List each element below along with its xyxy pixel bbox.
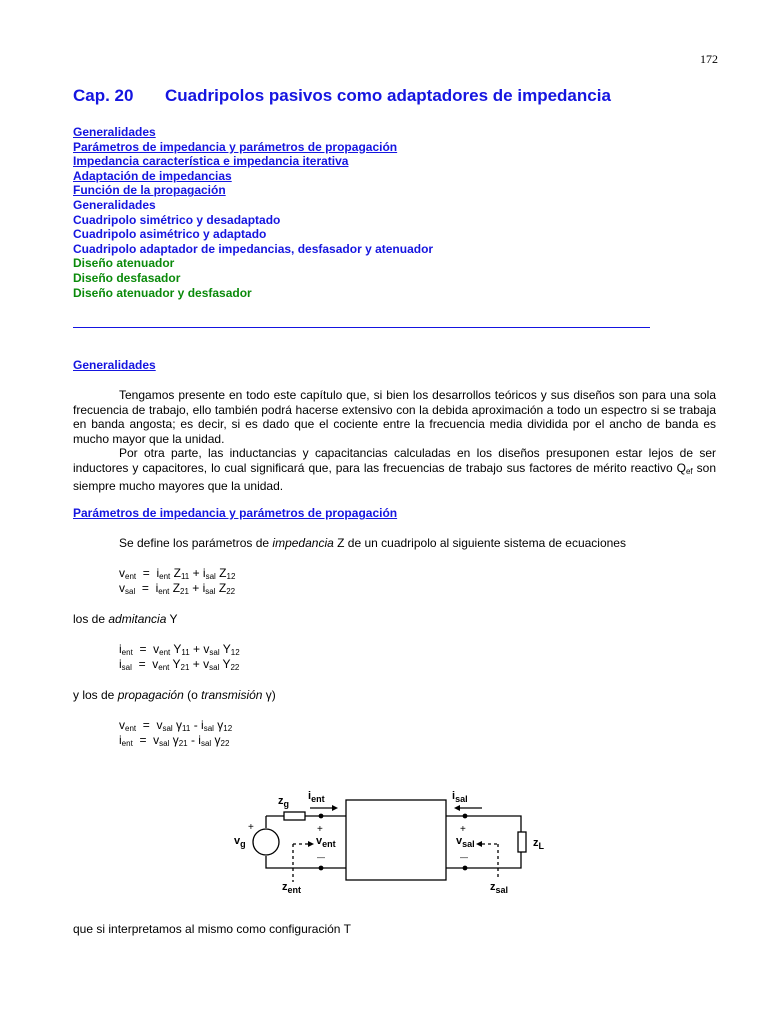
- label-vg: $v_g$: [234, 835, 246, 849]
- generalidades-heading[interactable]: Generalidades: [73, 358, 156, 372]
- toc-item-generalidades: Generalidades: [73, 197, 156, 212]
- admitance-intro: los de admitancia Y: [73, 612, 178, 626]
- equation-y2: $i_{sal} = v_{ent}$ $Y_{21} + v_{sal}$ $Y_{22}$: [119, 657, 240, 672]
- label-zent: $z_{ent}$: [282, 881, 301, 895]
- chapter-number: Cap. 20: [73, 86, 134, 105]
- toc-link-impedancia-caracteristica[interactable]: Impedancia característica e impedancia iterativa: [73, 154, 349, 169]
- toc-link-adaptacion[interactable]: Adaptación de impedancias: [73, 168, 232, 183]
- resistor-zg-icon: [284, 812, 305, 820]
- label-ient: $i_{ent}$: [308, 790, 325, 804]
- label-zl: $z_L$: [533, 837, 544, 851]
- toc-item-diseno-atenuador-desfasador: Diseño atenuador y desfasador: [73, 285, 252, 300]
- table-of-contents: [73, 125, 433, 300]
- label-isal: $i_{sal}$: [452, 790, 468, 804]
- label-vsal-minus: —: [460, 853, 468, 862]
- toc-item-asimetrico: Cuadripolo asimétrico y adaptado: [73, 227, 267, 242]
- equation-y1: $i_{ent} = v_{ent}$ $Y_{11} + v_{sal}$ $Y_{12}$: [119, 642, 240, 657]
- load-impedance-icon: [518, 832, 526, 852]
- closing-text: que si interpretamos al mismo como configuración T: [73, 922, 351, 936]
- page-number: 172: [700, 52, 718, 66]
- toc-link-funcion-propagacion[interactable]: Función de la propagación: [73, 183, 226, 198]
- paragraph-2: Por otra parte, las inductancias y capacitancias calculadas en los diseños presuponen estar lejos de ser inductores y capacitores, lo cual significará que, para las frecuencias de trabajo sus factores de mérito reactivo $Q_{ef}$ son siempre mucho mayores que la unidad.: [73, 446, 716, 494]
- label-vent-plus: +: [317, 824, 323, 835]
- toc-link-parametros[interactable]: Parámetros de impedancia y parámetros de propagación: [73, 139, 398, 154]
- label-vent-minus: —: [317, 853, 325, 862]
- equation-g2: $i_{ent} = v_{sal}$ $\gamma_{21} - i_{sal}$ $\gamma_{22}$: [119, 733, 230, 748]
- equation-z2: $v_{sal} = i_{ent}$ $Z_{21} + i_{sal}$ $Z_{22}$: [119, 581, 236, 596]
- section-divider: [73, 327, 650, 328]
- toc-item-adaptador: Cuadripolo adaptador de impedancias, desfasador y atenuador: [73, 241, 434, 256]
- label-vsal-plus: +: [460, 824, 466, 835]
- two-port-circuit-diagram: [226, 782, 556, 902]
- toc-item-diseno-desfasador: Diseño desfasador: [73, 270, 181, 285]
- impedance-intro: Se define los parámetros de impedancia Z de un cuadripolo al siguiente sistema de ecuaciones: [119, 536, 626, 550]
- toc-link-generalidades[interactable]: Generalidades: [73, 125, 156, 139]
- voltage-source-icon: [253, 829, 279, 855]
- equation-g1: $v_{ent} = v_{sal}$ $\gamma_{11} - i_{sal}$ $\gamma_{12}$: [119, 718, 233, 733]
- label-zsal: $z_{sal}$: [490, 881, 509, 895]
- chapter-title: [73, 86, 611, 106]
- chapter-name: Cuadripolos pasivos como adaptadores de impedancia: [165, 86, 611, 105]
- label-zg: $z_g$: [278, 795, 289, 809]
- toc-item-simetrico: Cuadripolo simétrico y desadaptado: [73, 212, 281, 227]
- propagation-intro: y los de propagación (o transmisión γ): [73, 688, 276, 702]
- paragraph-1: Tengamos presente en todo este capítulo que, si bien los desarrollos teóricos y sus diseños son para una sola frecuencia de trabajo, ello también podrá hacerse extensivo con la debida aproximación a todo un espectro si se trabaja en banda angosta; es decir, si es dado que el cociente entre la frecuencia media dividida por el ancho de banda es mucho mayor que la unidad.: [73, 388, 716, 446]
- label-vsal: $v_{sal}$: [456, 835, 475, 849]
- quadripole-box: [346, 800, 446, 880]
- label-vg-plus: +: [248, 822, 254, 833]
- toc-item-diseno-atenuador: Diseño atenuador: [73, 256, 175, 271]
- parametros-heading[interactable]: Parámetros de impedancia y parámetros de propagación: [73, 506, 398, 520]
- equation-z1: $v_{ent} = i_{ent}$ $Z_{11} + i_{sal}$ $Z_{12}$: [119, 566, 236, 581]
- label-vent: $v_{ent}$: [316, 835, 336, 849]
